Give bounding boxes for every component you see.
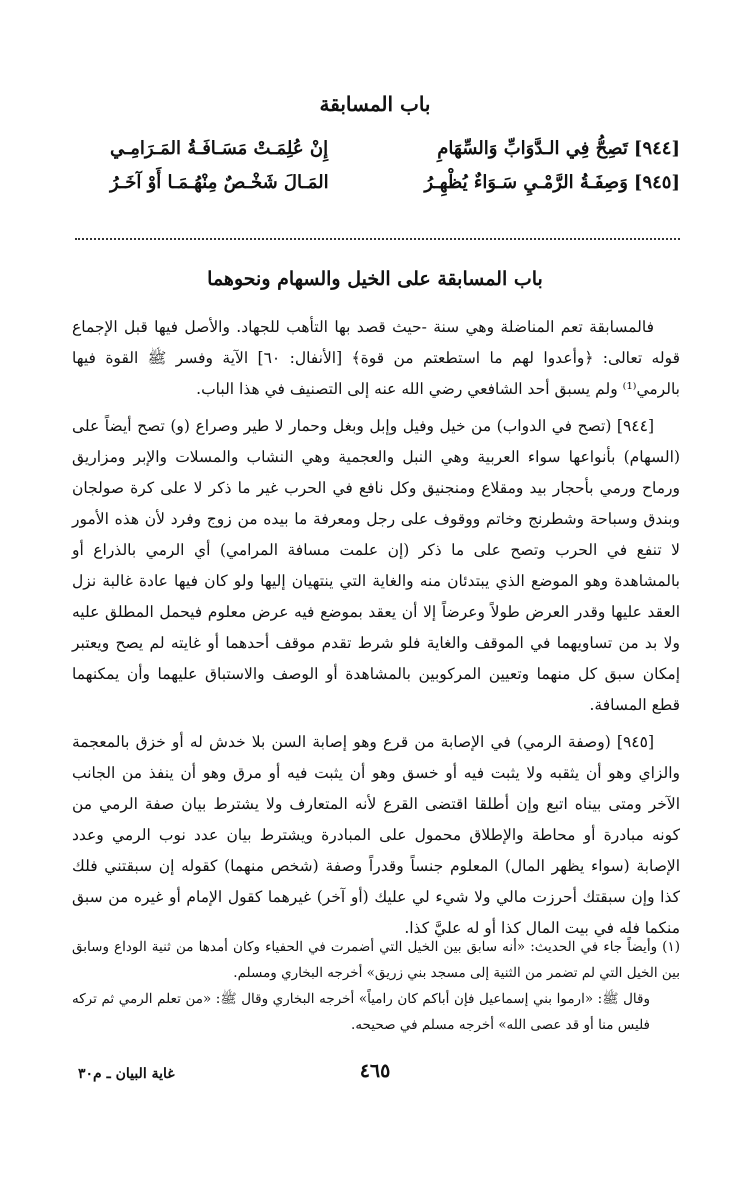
commentary-body bbox=[72, 312, 680, 950]
poem-verses bbox=[110, 138, 680, 206]
footnote-1: (١) وأيضاً جاء في الحديث: «أنه سابق بين الخيل التي أضمرت في الحفياء وكان أمدها من ثنية الوداع وسابق بين الخيل التي لم تضمر من الثنية إلى مسجد بني زريق» أخرجه البخاري ومسلم. bbox=[72, 939, 680, 981]
paragraph-945: [٩٤٥] (وصفة الرمي) في الإصابة من قرع وهو إصابة السن بلا خدش له أو خزق بالمعجمة والزاي وهو أن يثقبه ولا يثبت فيه أو خسق وهو أن يثبت فيه أو مرق وهو أن ينفذ من الجانب الآخر ومتى بيناه اتبع وإن أطلقا اقتضى القرع لأنه المتعارف ولا يشترط بيان صفة الرمي من كونه مبادرة أو محاطة والإطلاق محمول على المبادرة ويشترط بيان عدد نوب الرمي وعدد الإصابة (سواء يظهر المال) المعلوم جنساً وقدراً وصفة (شخص منهما) كقوله إن سبقتني فلك كذا وإن سبقتك أحرزت مالي ولا شيء لي عليك (أو آخر) غيرهما كقول الإمام أو غيره من سبق منكما فله في بيت المال كذا أو له عليَّ كذا. bbox=[72, 733, 680, 937]
footnotes bbox=[72, 934, 680, 1038]
paragraph-intro: فالمسابقة تعم المناضلة وهي سنة -حيث قصد بها التأهب للجهاد. والأصل فيها قبل الإجماع قوله تعالى: ﴿وأعدوا لهم ما استطعتم من قوة﴾ [الأنفال: ٦٠] الآية وفسر ﷺ القوة فيها بالرمي⁽¹⁾ ولم يسبق أحد الشافعي رضي الله عنه إلى التصنيف في هذا الباب. bbox=[72, 318, 680, 398]
chapter-title: باب المسابقة على الخيل والسهام ونحوهما bbox=[207, 268, 543, 290]
dotted-divider bbox=[75, 238, 680, 240]
page-number: ٤٦٥ bbox=[359, 1060, 391, 1082]
verse-first-hemistich bbox=[437, 138, 680, 172]
verse-first-text: تَصِحُّ فِي الـدَّوَابِّ وَالسِّهَامِ bbox=[437, 138, 628, 159]
footnote-1-continuation: وقال ﷺ: «ارموا بني إسماعيل فإن أباكم كان رامياً» أخرجه البخاري وقال ﷺ: «من تعلم الرمي ثم تركه فليس منا أو قد عصى الله» أخرجه مسلم في صحيحه. bbox=[72, 991, 650, 1033]
verse-number: [٩٤٤] bbox=[633, 138, 680, 159]
running-footer: غاية البيان ـ م٣٠ bbox=[78, 1066, 175, 1082]
paragraph-944: [٩٤٤] (تصح في الدواب) من خيل وفيل وإبل وبغل وحمار لا طير وصراع (و) تصح أيضاً على (السهام) بأنواعها سواء العربية وهي النبل والعجمية وهي النشاب والمسلات والإبر ومزاريق ورماح ورمي بأحجار بيد ومقلاع ومنجنيق وكل نافع في الحرب غير ما ذكر لا على كرة صولجان وبندق وسباحة وشطرنج وخاتم ووقوف على رجل ومعرفة ما بيده من زوج وفرد لأن هذه الأمور لا تنفع في الحرب وتصح على ما ذكر (إن علمت مسافة المرامي) أي الرمي بالذراع أو بالمشاهدة وهو الموضع الذي يبتدئان منه والغاية التي ينتهيان إليها ولو كان فيها عادة غالبة نزل العقد عليها وقدر العرض طولاً وعرضاً إلا أن يعقد بموضع فيه عرض معلوم فيحمل المطلق عليه ولا بد من تساويهما في الموقف والغاية فلو شرط تقدم موقف أحدهما أو غايته لم يصح ويعتبر إمكان سبق كل منهما وتعيين المركوبين بالمشاهدة أو الوصف والاستباق عليهما وأن يمكنهما قطع المسافة. bbox=[72, 417, 680, 714]
verse-number: [٩٤٥] bbox=[633, 172, 680, 193]
verse-second-hemistich: المَـالَ شَخْـصٌ مِنْهُـمَـا أَوْ آخَـرُ bbox=[110, 172, 329, 193]
verse-944 bbox=[110, 138, 680, 172]
verse-945 bbox=[110, 172, 680, 206]
verse-second-hemistich: إِنْ عُلِمَـتْ مَسَـافَـةُ المَـرَامِـي bbox=[110, 138, 329, 159]
verse-first-hemistich bbox=[424, 172, 680, 206]
verse-first-text: وَصِفَـةُ الرَّمْـيِ سَـوَاءٌ يُظْهِـرُ bbox=[424, 172, 628, 193]
section-title: باب المسابقة bbox=[319, 92, 431, 116]
